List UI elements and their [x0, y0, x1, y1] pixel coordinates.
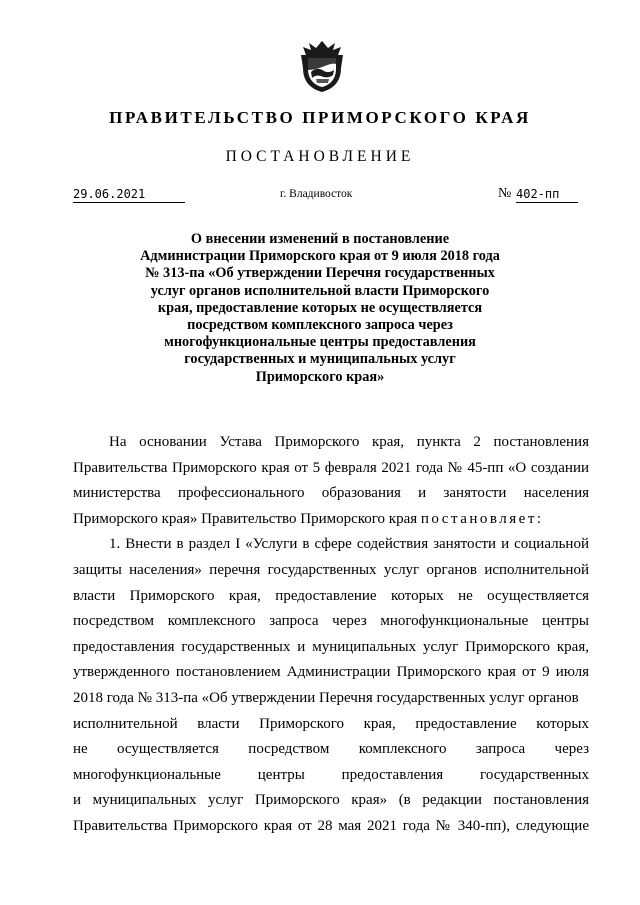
- resolves-word: постановляет:: [420, 510, 544, 527]
- subject-line: Администрации Приморского края от 9 июля 2018 года: [140, 248, 500, 265]
- body-line: посредством комплексного запроса через многофункциональные центры: [73, 613, 589, 630]
- subject-line: многофункциональные центры предоставления: [164, 334, 476, 351]
- body-line: утвержденного постановлением Администрации Приморского края от 9 июля: [73, 664, 589, 681]
- body-line: На основании Устава Приморского края, пункта 2 постановления: [109, 434, 589, 450]
- subject-line: О внесении изменений в постановление: [190, 231, 450, 247]
- body-line: 2018 года № 313-па «Об утверждении Перечня государственных услуг органов: [73, 689, 579, 706]
- body-line: предоставления государственных и муниципальных услуг Приморского края,: [73, 638, 589, 655]
- body-line: министерства профессионального образования и занятости населения: [73, 485, 589, 502]
- document-city: г. Владивосток: [280, 188, 353, 200]
- body-line: Правительства Приморского края от 5 февраля 2021 года № 45-пп «О создании: [73, 459, 589, 476]
- body-line: не осуществляется посредством комплексного запроса через: [73, 741, 589, 758]
- preamble-end: Приморского края» Правительство Приморского края: [73, 510, 418, 527]
- subject-line: Приморского края»: [255, 368, 385, 385]
- number-label: №: [498, 186, 512, 201]
- government-title: ПРАВИТЕЛЬСТВО ПРИМОРСКОГО КРАЯ: [109, 108, 531, 127]
- document-subject: [120, 231, 520, 386]
- coat-of-arms-icon: [299, 38, 345, 94]
- subject-line: № 313-па «Об утверждении Перечня государственных: [145, 265, 495, 282]
- document-number: 402-пп: [516, 187, 578, 203]
- subject-line: края, предоставление которых не осуществляется: [157, 299, 483, 316]
- body-line: 1. Внести в раздел I «Услуги в сфере содействия занятости и социальной: [109, 536, 589, 553]
- body-line: защиты населения» перечня государственных услуг органов исполнительной: [73, 561, 589, 578]
- body-line: Правительства Приморского края от 28 мая 2021 года № 340-пп), следующие: [73, 817, 589, 834]
- body-line: и муниципальных услуг Приморского края» (в редакции постановления: [73, 792, 589, 809]
- subject-line: посредством комплексного запроса через: [187, 317, 453, 334]
- document-type: ПОСТАНОВЛЕНИЕ: [225, 148, 415, 165]
- body-line: [73, 507, 589, 533]
- body-line: многофункциональные центры предоставления государственных: [73, 766, 589, 783]
- body-line: власти Приморского края, предоставление которых не осуществляется: [73, 587, 589, 604]
- subject-line: государственных и муниципальных услуг: [184, 351, 456, 368]
- subject-line: услуг органов исполнительной власти Приморского: [150, 282, 490, 299]
- document-body: [73, 430, 589, 840]
- body-line: исполнительной власти Приморского края, предоставление которых: [73, 715, 589, 732]
- document-date: 29.06.2021: [73, 187, 185, 203]
